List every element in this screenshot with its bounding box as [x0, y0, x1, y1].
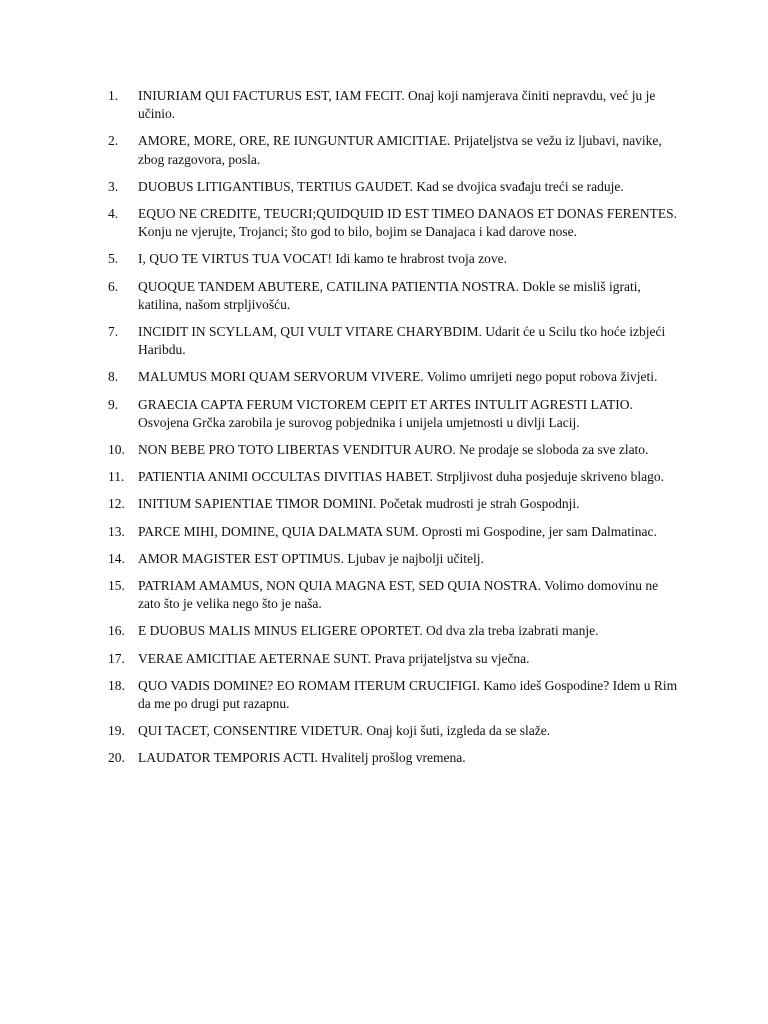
item-text: INITIUM SAPIENTIAE TIMOR DOMINI. Početak mudrosti je strah Gospodnji. [138, 496, 580, 512]
item-number: 9. [108, 396, 119, 412]
item-number: 2. [108, 133, 119, 149]
list-item [108, 722, 678, 740]
list-item [108, 468, 678, 486]
item-number: 8. [108, 369, 119, 385]
item-number: 5. [108, 251, 119, 267]
item-text: QUOQUE TANDEM ABUTERE, CATILINA PATIENTIA NOSTRA. Dokle se misliš igrati, katilina, našom strpljivošću. [138, 278, 641, 312]
list-item [108, 368, 678, 386]
item-number: 10. [108, 442, 125, 458]
item-number: 11. [108, 469, 125, 485]
item-number: 14. [108, 550, 125, 566]
item-text: GRAECIA CAPTA FERUM VICTOREM CEPIT ET ARTES INTULIT AGRESTI LATIO. Osvojena Grčka zarobila je surovog pobjednika i unijela umjetnosti u divlji Lacij. [138, 396, 633, 430]
list-item [108, 250, 678, 268]
item-text: VERAE AMICITIAE AETERNAE SUNT. Prava prijateljstva su vječna. [138, 650, 530, 666]
item-number: 6. [108, 278, 119, 294]
list-item [108, 550, 678, 568]
item-number: 15. [108, 578, 125, 594]
list-item [108, 178, 678, 196]
list-item [108, 132, 678, 168]
item-number: 13. [108, 523, 125, 539]
item-number: 12. [108, 496, 125, 512]
item-number: 7. [108, 324, 119, 340]
list-item [108, 523, 678, 541]
item-text: INIURIAM QUI FACTURUS EST, IAM FECIT. Onaj koji namjerava činiti nepravdu, već ju je učinio. [138, 88, 656, 122]
list-item [108, 622, 678, 640]
item-text: I, QUO TE VIRTUS TUA VOCAT! Idi kamo te hrabrost tvoja zove. [138, 251, 508, 267]
item-number: 4. [108, 206, 119, 222]
item-text: MALUMUS MORI QUAM SERVORUM VIVERE. Volimo umrijeti nego poput robova živjeti. [138, 369, 658, 385]
item-text: AMORE, MORE, ORE, RE IUNGUNTUR AMICITIAE. Prijateljstva se vežu iz ljubavi, navike, zbog razgovora, posla. [138, 133, 662, 167]
item-number: 19. [108, 723, 125, 739]
item-number: 3. [108, 178, 119, 194]
list-item [108, 323, 678, 359]
list-item [108, 749, 678, 767]
item-text: PATIENTIA ANIMI OCCULTAS DIVITIAS HABET. Strpljivost duha posjeduje skriveno blago. [138, 469, 665, 485]
item-text: AMOR MAGISTER EST OPTIMUS. Ljubav je najbolji učitelj. [138, 550, 484, 566]
item-text: PARCE MIHI, DOMINE, QUIA DALMATA SUM. Oprosti mi Gospodine, jer sam Dalmatinac. [138, 523, 657, 539]
list-item [108, 396, 678, 432]
list-item [108, 87, 678, 123]
item-text: QUO VADIS DOMINE? EO ROMAM ITERUM CRUCIFIGI. Kamo ideš Gospodine? Idem u Rim da me po drugi put razapnu. [138, 677, 678, 712]
list-item [108, 278, 678, 314]
numbered-list [108, 87, 678, 777]
item-number: 1. [108, 88, 119, 103]
item-text: E DUOBUS MALIS MINUS ELIGERE OPORTET. Od dva zla treba izabrati manje. [138, 623, 599, 639]
list-item [108, 677, 678, 713]
list-item [108, 205, 678, 241]
item-text: EQUO NE CREDITE, TEUCRI;QUIDQUID ID EST TIMEO DANAOS ET DONAS FERENTES. Konju ne vjerujte, Trojanci; što god to bilo, bojim se Danajaca i kad darove nose. [138, 206, 677, 240]
list-item [108, 650, 678, 668]
item-text: NON BEBE PRO TOTO LIBERTAS VENDITUR AURO. Ne prodaje se sloboda za sve zlato. [138, 442, 649, 458]
item-number: 20. [108, 750, 125, 766]
item-text: PATRIAM AMAMUS, NON QUIA MAGNA EST, SED QUIA NOSTRA. Volimo domovinu ne zato što je velika nego što je naša. [138, 578, 659, 612]
list-item [108, 495, 678, 513]
list-item [108, 441, 678, 459]
item-number: 17. [108, 650, 125, 666]
item-text: INCIDIT IN SCYLLAM, QUI VULT VITARE CHARYBDIM. Udarit će u Scilu tko hoće izbjeći Haribdu. [138, 324, 666, 358]
item-text: LAUDATOR TEMPORIS ACTI. Hvalitelj prošlog vremena. [138, 750, 466, 766]
list-item [108, 577, 678, 613]
item-text: QUI TACET, CONSENTIRE VIDETUR. Onaj koji šuti, izgleda da se slaže. [138, 723, 551, 739]
item-text: DUOBUS LITIGANTIBUS, TERTIUS GAUDET. Kad se dvojica svađaju treći se raduje. [138, 178, 624, 194]
item-number: 18. [108, 677, 125, 693]
item-number: 16. [108, 623, 125, 639]
